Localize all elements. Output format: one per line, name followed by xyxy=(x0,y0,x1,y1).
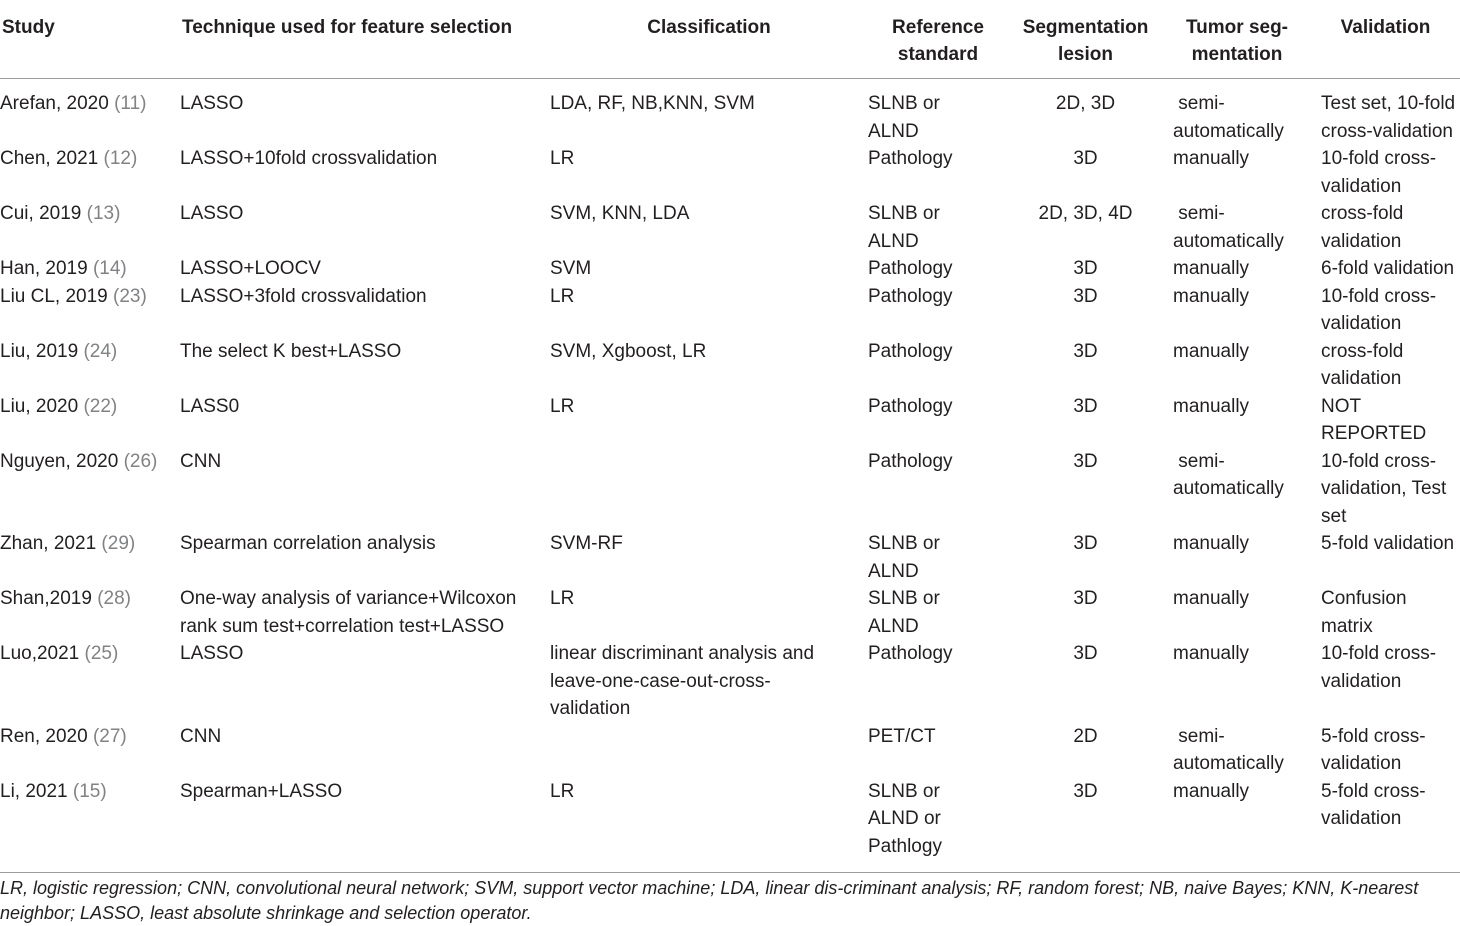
cell-validation: Test set, 10-fold cross-validation xyxy=(1321,93,1456,142)
cell-classification: LR xyxy=(550,395,575,417)
study-reference-number: (14) xyxy=(92,258,127,279)
table-row xyxy=(0,79,1460,146)
cell-tumor-segmentation: manually xyxy=(1173,258,1250,279)
cell-validation: 5-fold cross-validation xyxy=(1321,725,1426,774)
table-row xyxy=(0,640,1460,723)
cell-tumor-segmentation: manually xyxy=(1173,643,1250,664)
header-segmentation-line1: Segmentation xyxy=(1022,17,1149,38)
header-tumor-line2: mentation xyxy=(1191,44,1283,65)
cell-study xyxy=(0,283,180,338)
header-technique-label: Technique used for feature selection xyxy=(182,17,513,38)
header-validation xyxy=(1311,0,1460,79)
cell-tumor-segmentation: semi-automatically xyxy=(1173,725,1284,774)
header-tumor xyxy=(1163,0,1311,79)
cell-validation: cross-fold validation xyxy=(1321,340,1404,389)
table-row xyxy=(0,448,1460,531)
study-reference-number: (28) xyxy=(97,588,131,609)
header-segmentation-line2: lesion xyxy=(1058,44,1113,65)
cell-segmentation: 3D xyxy=(1073,780,1098,802)
cell-reference: SLNB or ALND xyxy=(868,588,940,637)
cell-validation: 10-fold cross-validation xyxy=(1321,148,1437,197)
cell-technique: LASSO+LOOCV xyxy=(180,258,321,279)
cell-segmentation: 3D xyxy=(1073,533,1098,554)
cell-technique: CNN xyxy=(180,450,222,472)
table-row xyxy=(0,338,1460,393)
cell-reference: SLNB or ALND xyxy=(868,533,940,582)
cell-segmentation: 3D xyxy=(1073,285,1098,307)
cell-classification: SVM-RF xyxy=(550,533,623,554)
cell-study xyxy=(0,79,180,146)
cell-segmentation: 3D xyxy=(1073,643,1098,664)
header-segmentation xyxy=(1008,0,1163,79)
header-reference-line1: Reference xyxy=(892,17,984,38)
cell-classification xyxy=(550,448,868,531)
cell-study xyxy=(0,145,180,200)
study-author-year: Shan,2019 xyxy=(0,588,98,609)
cell-validation: cross-fold validation xyxy=(1321,203,1404,252)
cell-classification: LR xyxy=(550,285,575,307)
study-author-year: Nguyen, 2020 xyxy=(0,450,124,472)
cell-reference: Pathology xyxy=(868,285,953,307)
table-row xyxy=(0,585,1460,640)
study-reference-number: (22) xyxy=(83,395,118,417)
cell-technique: LASSO+10fold crossvalidation xyxy=(180,148,438,169)
cell-technique: One-way analysis of variance+Wilcoxon rank sum test+correlation test+LASSO xyxy=(180,588,517,637)
cell-classification: LR xyxy=(550,780,575,802)
table-row xyxy=(0,145,1460,200)
cell-segmentation: 2D, 3D xyxy=(1055,93,1116,114)
cell-classification: SVM, Xgboost, LR xyxy=(550,340,707,362)
cell-reference: Pathology xyxy=(868,643,953,664)
cell-validation: 5-fold cross-validation xyxy=(1321,780,1426,829)
cell-technique: Spearman+LASSO xyxy=(180,780,343,802)
cell-tumor-segmentation: manually xyxy=(1173,780,1250,802)
table-row xyxy=(0,723,1460,778)
cell-study xyxy=(0,640,180,723)
study-author-year: Luo,2021 xyxy=(0,643,85,664)
cell-validation: Confusion matrix xyxy=(1321,588,1407,637)
cell-segmentation: 2D xyxy=(1073,725,1098,747)
cell-segmentation: 3D xyxy=(1073,588,1098,609)
cell-technique: CNN xyxy=(180,725,222,747)
cell-tumor-segmentation: manually xyxy=(1173,533,1250,554)
header-reference-line2: standard xyxy=(897,44,979,65)
cell-technique: LASSO xyxy=(180,643,244,664)
header-row xyxy=(0,0,1460,79)
cell-reference: Pathology xyxy=(868,340,953,362)
cell-technique: LASSO xyxy=(180,93,244,114)
cell-study xyxy=(0,585,180,640)
cell-tumor-segmentation: manually xyxy=(1173,148,1250,169)
study-author-year: Chen, 2021 xyxy=(0,148,104,169)
cell-tumor-segmentation: semi-automatically xyxy=(1173,450,1284,499)
cell-validation: 5-fold validation xyxy=(1321,533,1455,554)
study-reference-number: (26) xyxy=(123,450,158,472)
cell-reference: Pathology xyxy=(868,450,953,472)
cell-segmentation: 3D xyxy=(1073,340,1098,362)
header-study xyxy=(0,0,180,79)
header-technique xyxy=(180,0,550,79)
study-reference-number: (15) xyxy=(72,780,107,802)
cell-validation: 10-fold cross-validation, Test set xyxy=(1321,450,1447,527)
header-classification-label: Classification xyxy=(647,17,771,38)
table-row xyxy=(0,530,1460,585)
cell-classification: LR xyxy=(550,588,575,609)
study-reference-number: (12) xyxy=(103,148,138,169)
table-row xyxy=(0,200,1460,255)
cell-classification: SVM, KNN, LDA xyxy=(550,203,690,224)
table-row xyxy=(0,393,1460,448)
cell-classification xyxy=(550,723,868,778)
cell-tumor-segmentation: semi-automatically xyxy=(1173,93,1284,142)
table-body xyxy=(0,79,1460,873)
study-author-year: Arefan, 2020 xyxy=(0,93,115,114)
cell-classification: SVM xyxy=(550,258,592,279)
study-author-year: Zhan, 2021 xyxy=(0,533,102,554)
cell-reference: SLNB or ALND or Pathlogy xyxy=(868,780,942,857)
study-reference-number: (29) xyxy=(101,533,136,554)
header-tumor-line1: Tumor seg- xyxy=(1185,17,1289,38)
header-validation-label: Validation xyxy=(1340,17,1431,38)
study-author-year: Liu, 2020 xyxy=(0,395,84,417)
table-header xyxy=(0,0,1460,79)
study-author-year: Liu CL, 2019 xyxy=(0,285,114,307)
cell-tumor-segmentation: semi-automatically xyxy=(1173,203,1284,252)
header-reference xyxy=(868,0,1008,79)
cell-study xyxy=(0,338,180,393)
cell-reference: SLNB or ALND xyxy=(868,203,940,252)
cell-reference: SLNB or ALND xyxy=(868,93,940,142)
cell-study xyxy=(0,200,180,255)
cell-reference: Pathology xyxy=(868,148,953,169)
cell-study xyxy=(0,393,180,448)
cell-reference: Pathology xyxy=(868,395,953,417)
cell-study xyxy=(0,778,180,873)
study-reference-number: (11) xyxy=(114,93,147,114)
cell-tumor-segmentation: manually xyxy=(1173,395,1250,417)
cell-study xyxy=(0,530,180,585)
cell-segmentation: 2D, 3D, 4D xyxy=(1038,203,1133,224)
cell-segmentation: 3D xyxy=(1073,148,1098,169)
header-study-label: Study xyxy=(2,17,55,38)
cell-reference: Pathology xyxy=(868,258,953,279)
cell-tumor-segmentation: manually xyxy=(1173,340,1250,362)
cell-technique: The select K best+LASSO xyxy=(180,340,402,362)
study-reference-number: (13) xyxy=(86,203,121,224)
study-author-year: Han, 2019 xyxy=(0,258,93,279)
cell-tumor-segmentation: manually xyxy=(1173,285,1250,307)
cell-technique: LASSO xyxy=(180,203,244,224)
header-classification xyxy=(550,0,868,79)
cell-technique: LASS0 xyxy=(180,395,240,417)
study-reference-number: (23) xyxy=(113,285,147,307)
table-footnote: LR, logistic regression; CNN, convolutional neural network; SVM, support vector machine; LDA, linear dis-criminant analysis; RF, random forest; NB, naive Bayes; KNN, K-nearest neighbor; LASSO, least absolute shrinkage and selection operator. xyxy=(0,878,1419,923)
cell-segmentation: 3D xyxy=(1073,395,1098,417)
study-reference-number: (25) xyxy=(84,643,119,664)
cell-classification: linear discriminant analysis and leave-one-case-out-cross-validation xyxy=(550,643,815,719)
table-row xyxy=(0,255,1460,283)
cell-technique: LASSO+3fold crossvalidation xyxy=(180,285,427,307)
cell-classification: LR xyxy=(550,148,575,169)
cell-study xyxy=(0,723,180,778)
cell-classification: LDA, RF, NB,KNN, SVM xyxy=(550,93,755,114)
cell-validation: 10-fold cross-validation xyxy=(1321,643,1437,692)
table-row xyxy=(0,778,1460,873)
cell-study xyxy=(0,255,180,283)
study-author-year: Li, 2021 xyxy=(0,780,73,802)
study-reference-number: (27) xyxy=(92,725,127,747)
table-row xyxy=(0,283,1460,338)
cell-segmentation: 3D xyxy=(1073,258,1098,279)
cell-segmentation: 3D xyxy=(1073,450,1098,472)
cell-validation: NOT REPORTED xyxy=(1321,395,1427,444)
cell-technique: Spearman correlation analysis xyxy=(180,533,436,554)
cell-validation: 10-fold cross-validation xyxy=(1321,285,1437,334)
cell-reference: PET/CT xyxy=(868,725,936,747)
cell-tumor-segmentation: manually xyxy=(1173,588,1250,609)
cell-validation: 6-fold validation xyxy=(1321,258,1455,279)
study-author-year: Liu, 2019 xyxy=(0,340,84,362)
study-author-year: Ren, 2020 xyxy=(0,725,93,747)
study-reference-number: (24) xyxy=(83,340,118,362)
cell-study xyxy=(0,448,180,531)
study-author-year: Cui, 2019 xyxy=(0,203,87,224)
